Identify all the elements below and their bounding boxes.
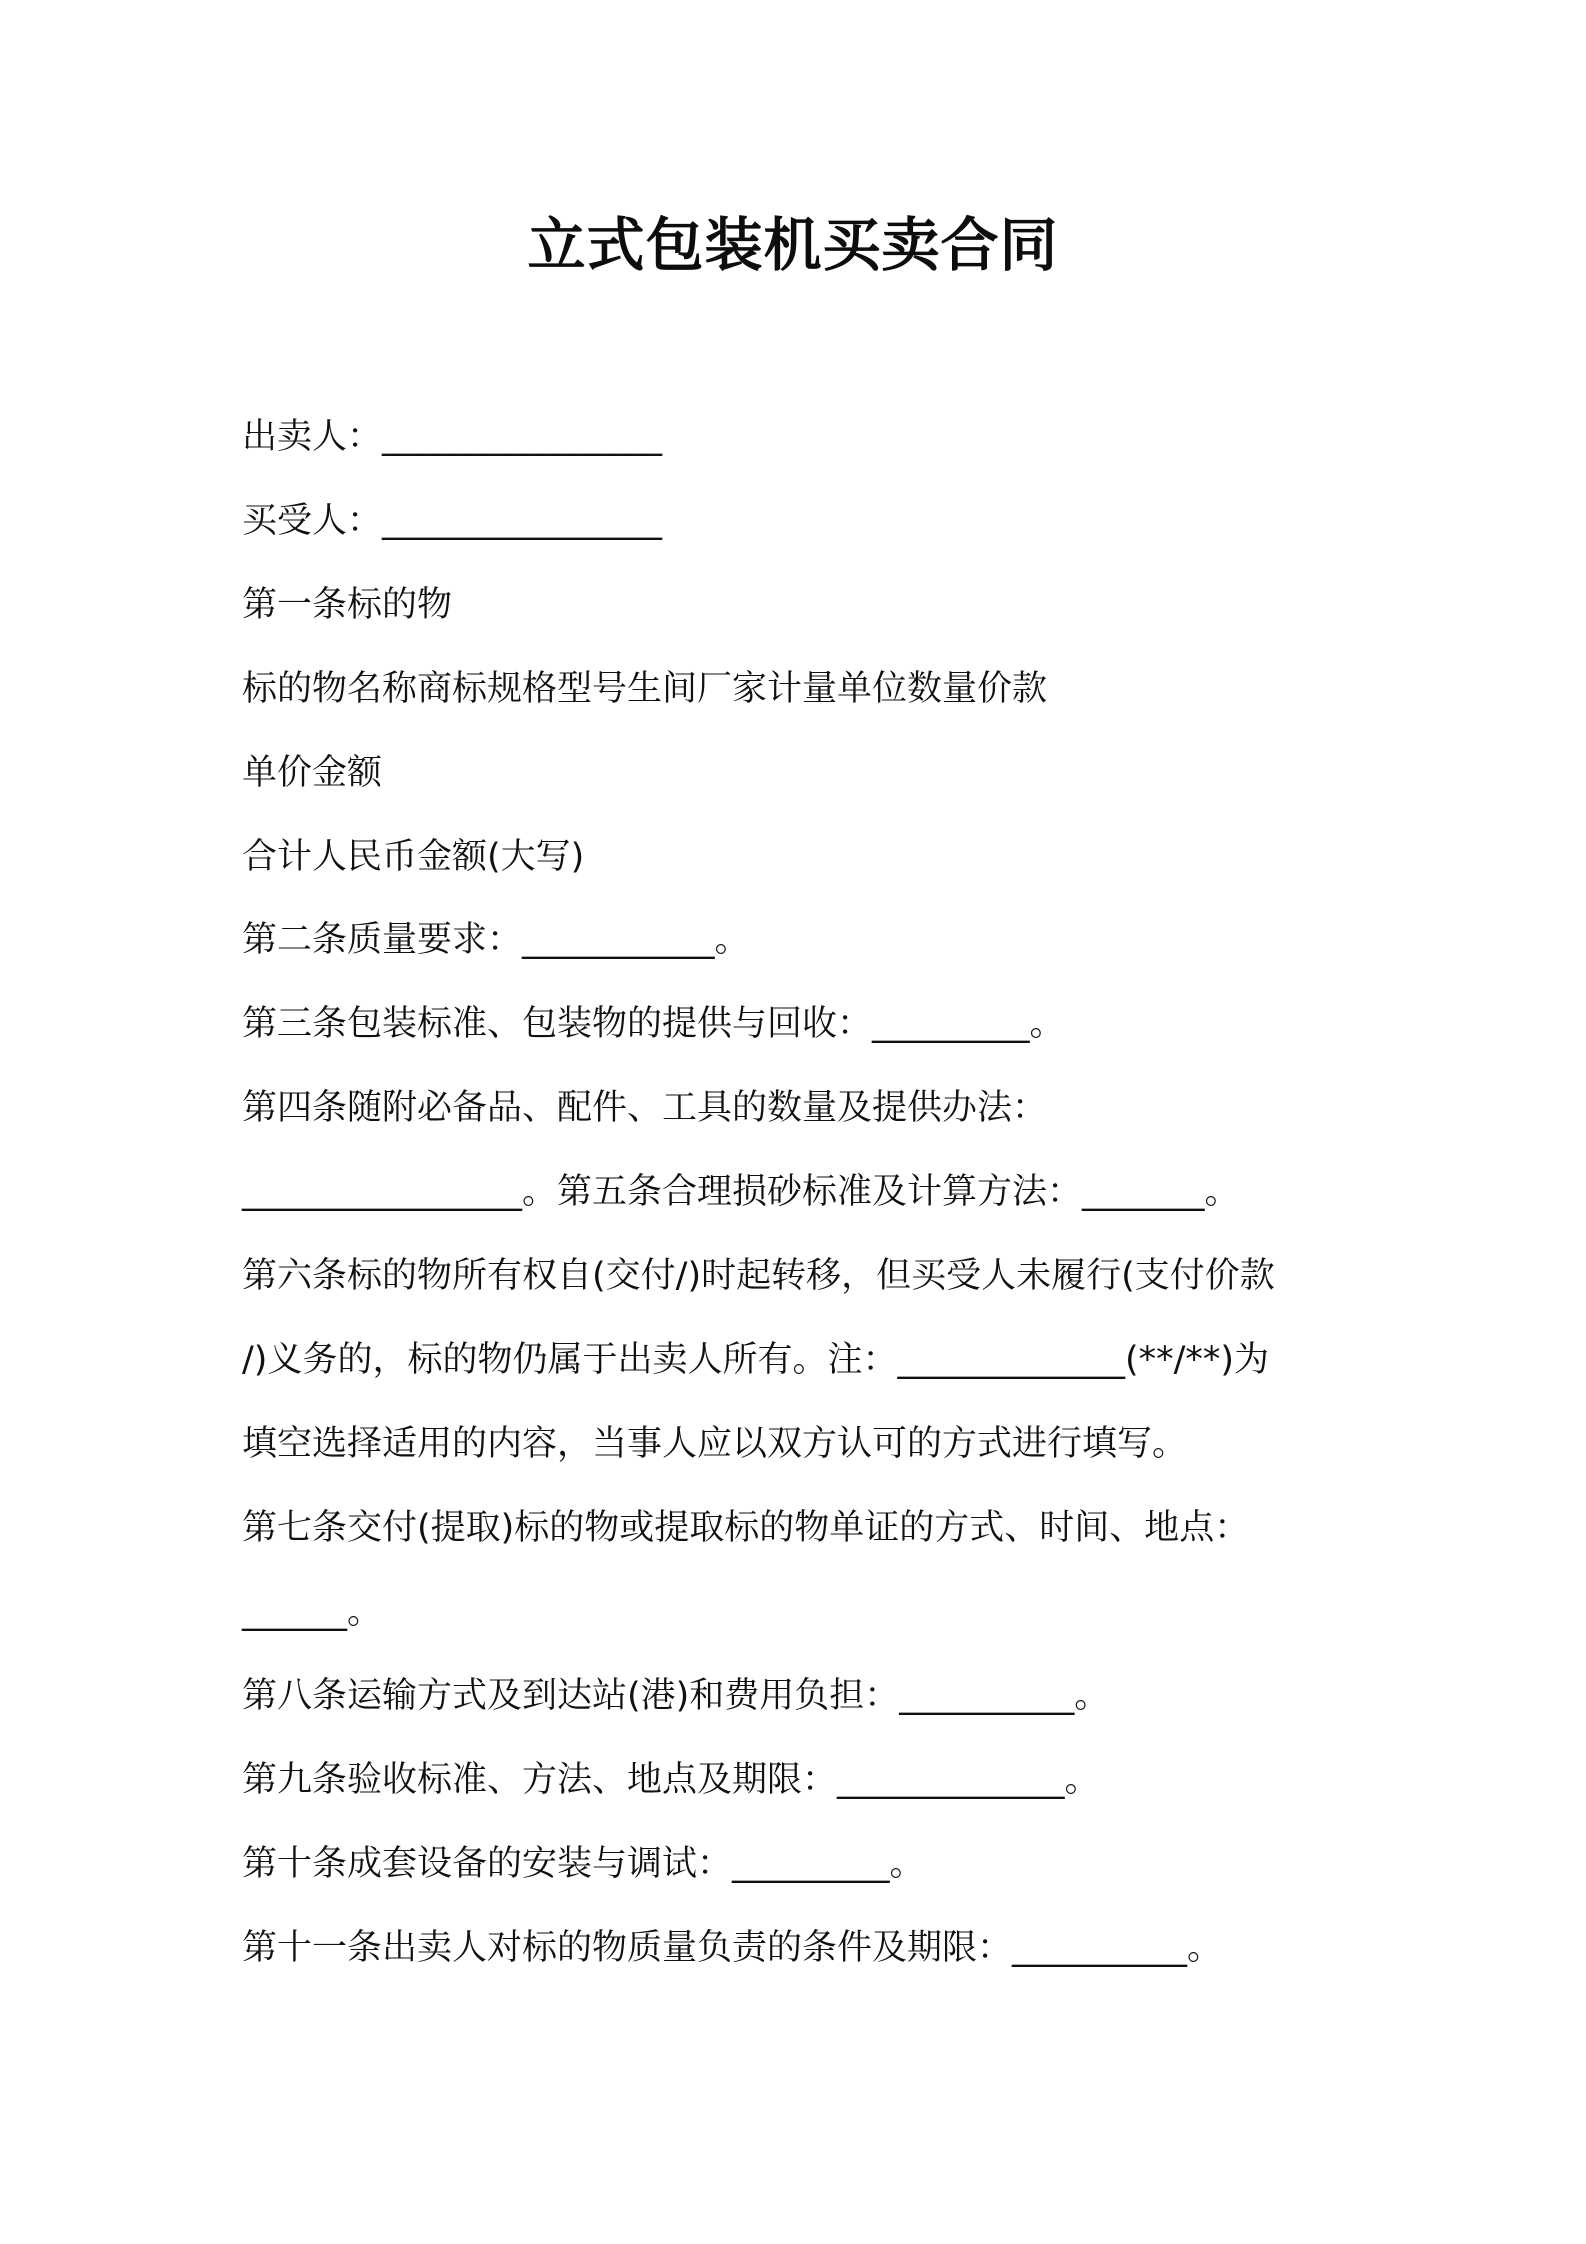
article-6-line-2: /)义务的，标的物仍属于出卖人所有。注：_____________(**/**)为 [242, 1340, 1270, 1380]
article-7: 第七条交付(提取)标的物或提取标的物单证的方式、时间、地点： [242, 1508, 1250, 1548]
seller-line: 出卖人：________________ [242, 417, 663, 457]
article-11: 第十一条出卖人对标的物质量负责的条件及期限：__________。 [242, 1928, 1223, 1968]
buyer-line: 买受人：________________ [242, 501, 663, 541]
article-9: 第九条验收标准、方法、地点及期限：_____________。 [242, 1760, 1100, 1800]
article-2: 第二条质量要求：___________。 [242, 920, 750, 960]
article-6-line-3: 填空选择适用的内容，当事人应以双方认可的方式进行填写。 [242, 1424, 1188, 1464]
article-1-price-columns: 单价金额 [242, 753, 383, 793]
article-8: 第八条运输方式及到达站(港)和费用负担：__________。 [242, 1676, 1110, 1716]
article-1-total: 合计人民币金额(大写) [242, 837, 585, 877]
article-7-blank: ______。 [242, 1592, 383, 1632]
article-4: 第四条随附必备品、配件、工具的数量及提供办法： [242, 1088, 1048, 1128]
article-3: 第三条包装标准、包装物的提供与回收：_________。 [242, 1004, 1065, 1044]
article-1-columns: 标的物名称商标规格型号生间厂家计量单位数量价款 [242, 669, 1048, 709]
article-6-line-1: 第六条标的物所有权自(交付/)时起转移，但买受人未履行(支付价款 [242, 1256, 1275, 1296]
document-title: 立式包装机买卖合同 [527, 211, 1059, 279]
article-4-5: ________________。第五条合理损砂标准及计算方法：_______。 [242, 1172, 1240, 1212]
article-1-heading: 第一条标的物 [242, 585, 453, 625]
article-10: 第十条成套设备的安装与调试：_________。 [242, 1844, 925, 1884]
